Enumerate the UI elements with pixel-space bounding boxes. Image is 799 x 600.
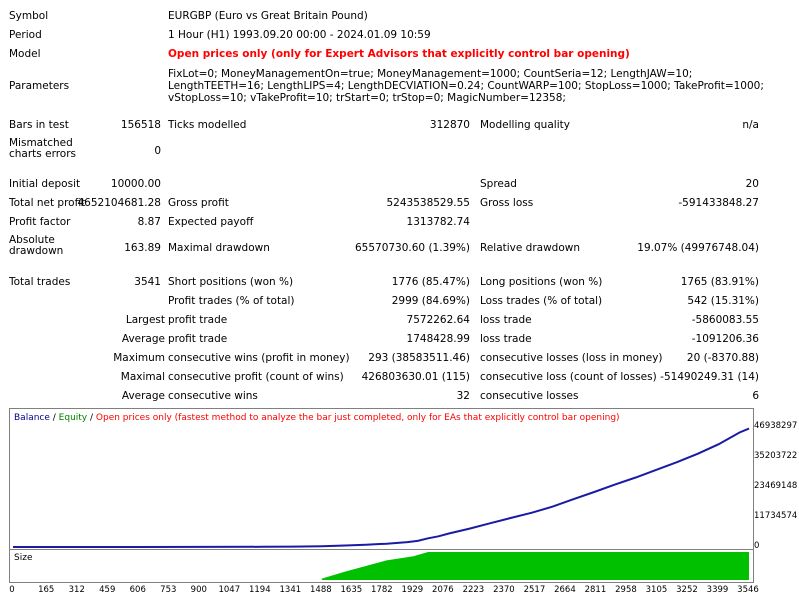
- x-tick-label: 1929: [401, 585, 424, 595]
- gross-profit-value: 5243538529.55: [386, 197, 470, 209]
- absolute-drawdown-label: Absolute drawdown: [9, 234, 64, 257]
- long-positions-label: Long positions (won %): [480, 276, 603, 288]
- model-value: Open prices only (only for Expert Advisors that explicitly control bar opening): [168, 48, 630, 60]
- bars-value: 156518: [120, 119, 161, 131]
- x-tick-label: 2223: [462, 585, 485, 595]
- average-consec-losses-label: consecutive losses: [480, 390, 579, 402]
- average-loss-label: loss trade: [480, 333, 532, 345]
- x-tick-label: 753: [160, 585, 177, 595]
- maximal-loss-value: -51490249.31 (14): [660, 371, 759, 383]
- short-positions-value: 1776 (85.47%): [391, 276, 470, 288]
- average-profit-label: profit trade: [168, 333, 228, 345]
- total-net-profit-value: 4652104681.28: [77, 197, 161, 209]
- legend-separator-2: /: [87, 413, 96, 423]
- relative-drawdown-value: 19.07% (49976748.04): [637, 242, 759, 254]
- x-tick-label: 2664: [554, 585, 576, 595]
- largest-profit-label: profit trade: [168, 314, 228, 326]
- maximal-loss-label: consecutive loss (count of losses): [480, 371, 657, 383]
- x-tick-label: 3105: [645, 585, 668, 595]
- largest-profit-value: 7572262.64: [406, 314, 470, 326]
- y-tick-label: 11734574: [754, 511, 798, 521]
- x-tick-label: 459: [99, 585, 116, 595]
- average-prefix: Average: [121, 333, 165, 345]
- x-tick-label: 3252: [676, 585, 698, 595]
- x-tick-label: 0: [9, 585, 15, 595]
- ticks-label: Ticks modelled: [168, 119, 247, 131]
- y-tick-label: 0: [754, 541, 760, 551]
- legend-separator-1: /: [49, 413, 59, 423]
- maximal-drawdown-label: Maximal drawdown: [168, 242, 270, 254]
- gross-loss-label: Gross loss: [480, 197, 534, 209]
- average-consec-wins-value: 32: [456, 390, 470, 402]
- maximum-prefix: Maximum: [113, 352, 165, 364]
- average-consec-wins-label: consecutive wins: [168, 390, 258, 402]
- model-label: Model: [9, 48, 41, 60]
- symbol-value: EURGBP (Euro vs Great Britain Pound): [168, 10, 368, 22]
- balance-chart: [8, 408, 798, 600]
- maximum-wins-value: 293 (38583511.46): [368, 352, 470, 364]
- quality-value: n/a: [742, 119, 759, 131]
- maximum-losses-label: consecutive losses (loss in money): [480, 352, 663, 364]
- period-label: Period: [9, 29, 42, 41]
- initial-deposit-label: Initial deposit: [9, 178, 81, 190]
- spread-label: Spread: [480, 178, 517, 190]
- gross-loss-value: -591433848.27: [678, 197, 759, 209]
- x-tick-label: 3546: [737, 585, 759, 595]
- x-tick-label: 3399: [706, 585, 729, 595]
- ticks-value: 312870: [429, 119, 470, 131]
- x-tick-label: 1194: [248, 585, 271, 595]
- legend-model-note: Open prices only (fastest method to analyze the bar just completed, only for EAs that explicitly control bar opening): [95, 413, 620, 423]
- x-tick-label: 2370: [493, 585, 515, 595]
- long-positions-value: 1765 (83.91%): [680, 276, 759, 288]
- short-positions-label: Short positions (won %): [168, 276, 294, 288]
- profit-factor-label: Profit factor: [9, 216, 71, 228]
- balance-plot-area: [9, 408, 754, 550]
- legend-balance: Balance: [14, 413, 50, 423]
- maximal-drawdown-value: 65570730.60 (1.39%): [354, 242, 470, 254]
- profit-trades-label: Profit trades (% of total): [168, 295, 295, 307]
- x-tick-label: 2076: [432, 585, 454, 595]
- total-net-profit-label: Total net profit: [9, 197, 86, 209]
- x-tick-label: 1341: [279, 585, 302, 595]
- chart-legend: [14, 413, 620, 423]
- legend-equity: Equity: [58, 413, 88, 423]
- period-value: 1 Hour (H1) 1993.09.20 00:00 - 2024.01.09 10:59: [168, 29, 431, 41]
- size-area: [322, 552, 749, 580]
- relative-drawdown-label: Relative drawdown: [480, 242, 581, 254]
- largest-prefix: Largest: [125, 314, 165, 326]
- parameters-label: Parameters: [9, 80, 70, 92]
- largest-loss-label: loss trade: [480, 314, 532, 326]
- average-consec-prefix: Average: [121, 390, 165, 402]
- maximal-profit-label: consecutive profit (count of wins): [168, 371, 344, 383]
- total-trades-label: Total trades: [9, 276, 71, 288]
- total-trades-value: 3541: [134, 276, 161, 288]
- symbol-label: Symbol: [9, 10, 49, 22]
- expected-payoff-label: Expected payoff: [168, 216, 254, 228]
- loss-trades-label: Loss trades (% of total): [480, 295, 603, 307]
- x-tick-label: 2811: [584, 585, 607, 595]
- gross-profit-label: Gross profit: [168, 197, 229, 209]
- profit-factor-value: 8.87: [137, 216, 161, 228]
- x-tick-label: 1635: [340, 585, 363, 595]
- y-tick-label: 23469148: [754, 481, 798, 491]
- x-tick-label: 165: [38, 585, 55, 595]
- balance-plot-svg: [10, 409, 753, 549]
- absolute-drawdown-value: 163.89: [124, 242, 161, 254]
- largest-loss-value: -5860083.55: [691, 314, 759, 326]
- average-profit-value: 1748428.99: [406, 333, 470, 345]
- mismatched-value: 0: [154, 145, 161, 157]
- initial-deposit-value: 10000.00: [110, 178, 161, 190]
- maximum-wins-label: consecutive wins (profit in money): [168, 352, 350, 364]
- maximum-losses-value: 20 (-8370.88): [686, 352, 759, 364]
- equity-line: [13, 429, 749, 547]
- x-tick-label: 2517: [523, 585, 546, 595]
- average-consec-losses-value: 6: [752, 390, 759, 402]
- x-tick-label: 312: [68, 585, 85, 595]
- loss-trades-value: 542 (15.31%): [687, 295, 759, 307]
- expected-payoff-value: 1313782.74: [406, 216, 470, 228]
- spread-value: 20: [745, 178, 759, 190]
- size-plot-svg: [10, 550, 753, 582]
- x-tick-label: 900: [190, 585, 207, 595]
- size-label: Size: [14, 553, 33, 563]
- x-tick-label: 1047: [218, 585, 241, 595]
- maximal-prefix: Maximal: [120, 371, 165, 383]
- maximal-profit-value: 426803630.01 (115): [361, 371, 470, 383]
- quality-label: Modelling quality: [480, 119, 570, 131]
- parameters-value: FixLot=0; MoneyManagementOn=true; MoneyManagement=1000; CountSeria=12; LengthJAW=10; LengthTEETH=16; LengthLIPS=4; LengthDECVIATION=0.24; CountWARP=100; StopLoss=1000; TakeProfit=1000; vStopLoss=10; vTakeProfit=10; trStart=0; trStop=0; MagicNumber=12358;: [168, 68, 764, 104]
- average-loss-value: -1091206.36: [691, 333, 759, 345]
- x-tick-label: 606: [129, 585, 146, 595]
- y-tick-label: 46938297: [754, 421, 798, 431]
- x-axis: [8, 583, 798, 600]
- y-tick-label: 35203722: [754, 451, 798, 461]
- mismatched-label: Mismatched charts errors: [9, 137, 76, 160]
- profit-trades-value: 2999 (84.69%): [391, 295, 470, 307]
- x-tick-label: 1488: [310, 585, 332, 595]
- x-tick-label: 1782: [371, 585, 393, 595]
- x-tick-label: 2958: [615, 585, 637, 595]
- balance-line: [13, 429, 749, 547]
- size-panel: [9, 549, 754, 583]
- bars-label: Bars in test: [9, 119, 69, 131]
